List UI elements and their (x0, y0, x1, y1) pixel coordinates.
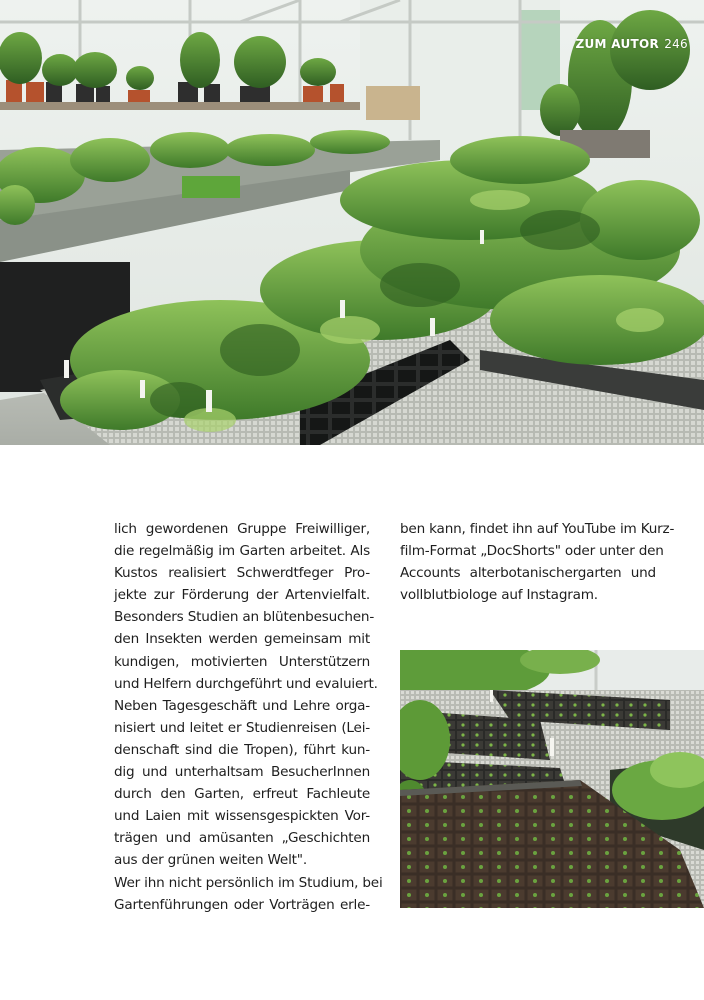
text-line: vollblutbiologe auf Instagram. (400, 587, 598, 604)
text-column-right (400, 518, 675, 606)
page-number-value: 246 (664, 37, 688, 51)
text-line: nisiert und leitet er Studienreisen (Lei- (114, 719, 370, 736)
text-line: kundigen, motivierten Unterstützern (114, 653, 370, 670)
text-line: den Insekten werden gemeinsam mit (114, 631, 370, 648)
running-head (576, 37, 689, 51)
seedling-trays-illustration (400, 650, 704, 908)
section-label: ZUM AUTOR (575, 37, 660, 51)
text-line: jekte zur Förderung der Artenvielfalt. (114, 587, 370, 604)
text-line: lich gewordenen Gruppe Freiwilliger, (114, 521, 370, 537)
text-line: Wer ihn nicht persönlich im Studium, bei (114, 874, 383, 891)
text-line: aus der grünen weiten Welt". (114, 852, 307, 869)
text-line: trägen und amüsanten „Geschichten (114, 830, 370, 847)
text-line: Besonders Studien an blütenbesuchen- (114, 609, 375, 626)
text-line: denschaft sind die Tropen), führt kun- (114, 741, 370, 758)
text-line: die regelmäßig im Garten arbeitet. Als (114, 543, 370, 560)
text-column-left (114, 518, 383, 916)
page-number (660, 37, 688, 51)
text-line: film-Format „DocShorts" oder unter den (400, 543, 664, 560)
text-line: Neben Tagesgeschäft und Lehre orga- (114, 697, 370, 714)
greenhouse-photo-illustration (0, 0, 704, 445)
text-line: Gartenführungen oder Vorträgen erle- (114, 896, 370, 913)
text-line: dig und unterhaltsam BesucherInnen (114, 764, 370, 781)
seedling-trays-photo (400, 650, 704, 908)
text-line: ben kann, findet ihn auf YouTube im Kurz- (400, 521, 675, 537)
text-line: und Laien mit wissensgespickten Vor- (114, 808, 370, 825)
text-line: und Helfern durchgeführt und evaluiert. (114, 675, 378, 692)
text-line: Accounts alterbotanischergarten und (400, 565, 656, 582)
greenhouse-photo (0, 0, 704, 445)
text-line: durch den Garten, erfreut Fachleute (114, 786, 370, 803)
text-line: Kustos realisiert Schwerdtfeger Pro- (114, 565, 370, 582)
